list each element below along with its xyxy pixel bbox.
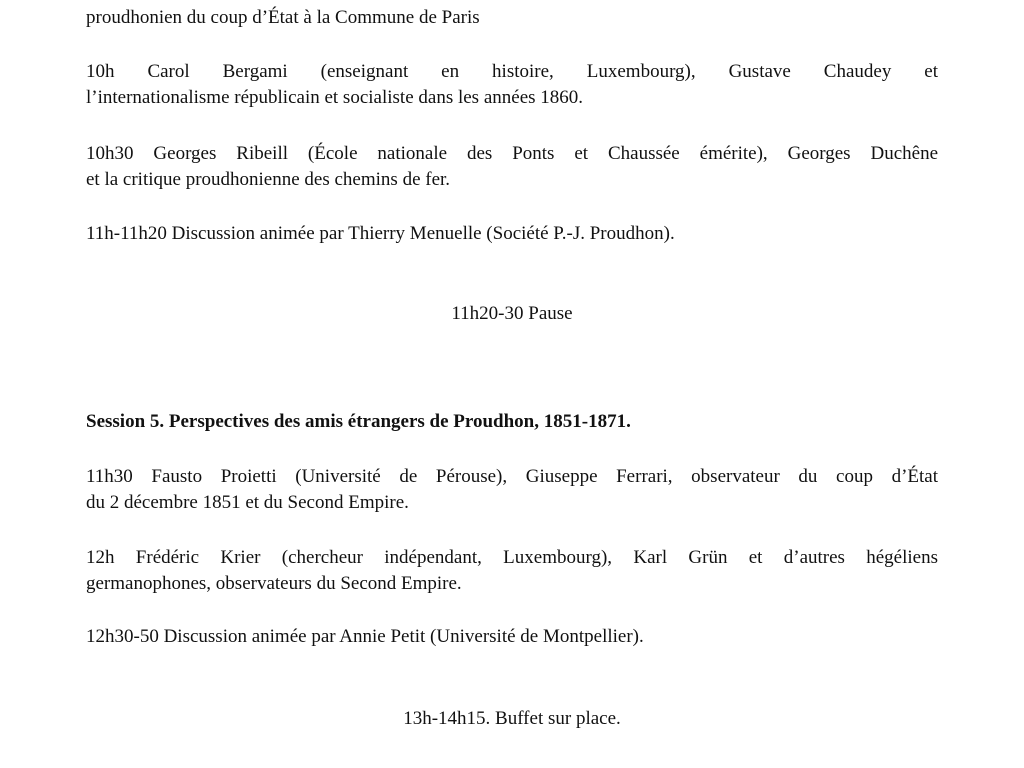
program-item-line: 12h Frédéric Krier (chercheur indépendant, Luxembourg), Karl Grün et d’autres hégéliens — [86, 547, 938, 568]
program-item-discussion-menuelle: 11h-11h20 Discussion animée par Thierry Menuelle (Société P.-J. Proudhon). — [86, 223, 675, 244]
program-item-bergami — [86, 59, 938, 111]
program-item-line: du 2 décembre 1851 et du Second Empire. — [86, 492, 409, 513]
buffet-label: 13h-14h15. Buffet sur place. — [403, 708, 621, 729]
program-item-discussion-petit: 12h30-50 Discussion animée par Annie Petit (Université de Montpellier). — [86, 626, 644, 647]
program-item-line: et la critique proudhonienne des chemins de fer. — [86, 169, 451, 190]
program-item-proietti — [86, 464, 938, 516]
program-item-line: germanophones, observateurs du Second Empire. — [86, 573, 462, 594]
program-item-line: 10h30 Georges Ribeill (École nationale des Ponts et Chaussée émérite), Georges Duchêne — [86, 143, 938, 164]
program-item-line: 11h30 Fausto Proietti (Université de Pérouse), Giuseppe Ferrari, observateur du coup d’État — [86, 466, 938, 487]
program-item-line: l’internationalisme républicain et socialiste dans les années 1860. — [86, 87, 584, 108]
session-5-title: Session 5. Perspectives des amis étrangers de Proudhon, 1851-1871. — [86, 411, 631, 432]
pause-label: 11h20-30 Pause — [451, 303, 573, 324]
paragraph-fragment-top: proudhonien du coup d’État à la Commune de Paris — [86, 7, 480, 28]
program-item-krier — [86, 545, 938, 597]
program-item-line: 10h Carol Bergami (enseignant en histoire, Luxembourg), Gustave Chaudey et — [86, 61, 938, 82]
program-item-ribeill — [86, 141, 938, 193]
